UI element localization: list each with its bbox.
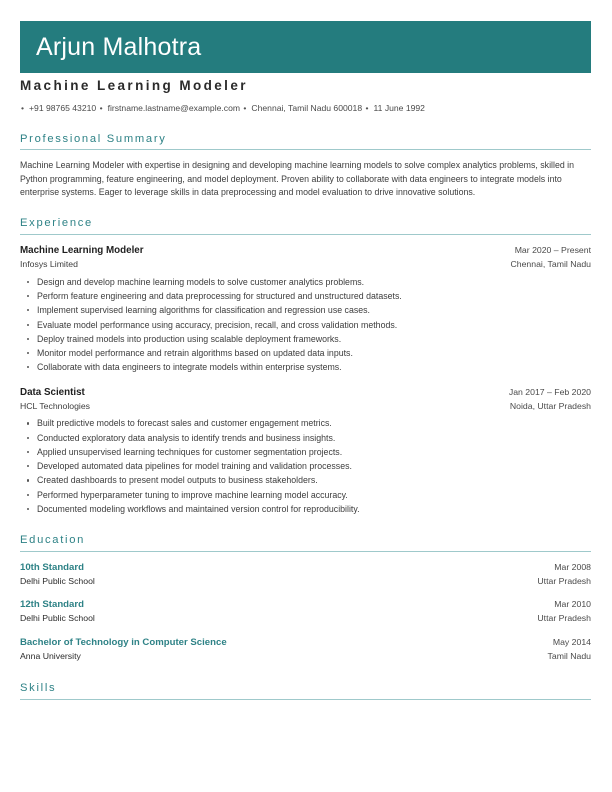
contact-email: firstname.lastname@example.com — [107, 103, 241, 114]
education-location: Tamil Nadu — [547, 650, 591, 661]
experience-entry — [20, 386, 591, 517]
education-entry-header — [20, 561, 591, 575]
contact-phone: +91 98765 43210 — [29, 103, 97, 114]
section-heading-skills: Skills — [20, 682, 57, 695]
education-location: Uttar Pradesh — [537, 575, 591, 586]
list-item: Applied unsupervised learning techniques for customer segmentation projects. — [20, 445, 591, 459]
bullet-separator-icon: • — [365, 103, 369, 114]
experience-bullet-list — [20, 275, 591, 375]
education-entry — [20, 561, 591, 588]
experience-role: Data Scientist — [20, 386, 85, 398]
section-skills — [20, 681, 591, 700]
experience-entry-header — [20, 386, 591, 400]
section-heading-experience: Experience — [20, 217, 93, 230]
candidate-job-title: Machine Learning Modeler — [20, 78, 248, 93]
bullet-separator-icon: • — [21, 103, 25, 114]
experience-entry-subheader — [20, 258, 591, 271]
list-item: Implement supervised learning algorithms for classification and regression use cases. — [20, 303, 591, 317]
education-entry-subheader — [20, 650, 591, 663]
list-item: Evaluate model performance using accuracy, precision, recall, and cross validation methods. — [20, 318, 591, 332]
list-item: Collaborate with data engineers to integrate models within enterprise systems. — [20, 360, 591, 374]
section-divider — [20, 699, 591, 700]
section-heading-education: Education — [20, 534, 86, 547]
bullet-separator-icon: • — [243, 103, 247, 114]
experience-role: Machine Learning Modeler — [20, 244, 144, 256]
section-experience — [20, 216, 591, 516]
experience-location: Noida, Uttar Pradesh — [509, 400, 591, 411]
section-education — [20, 533, 591, 662]
contact-line — [20, 103, 591, 115]
section-professional-summary — [20, 132, 591, 200]
education-entry-header — [20, 636, 591, 650]
experience-location: Chennai, Tamil Nadu — [510, 259, 591, 270]
experience-entry — [20, 244, 591, 375]
education-degree: 10th Standard — [20, 561, 84, 573]
bullet-separator-icon: • — [99, 103, 103, 114]
summary-text: Machine Learning Modeler with expertise in designing and developing machine learning models to solve complex analytics problems, skilled in Python programming, feature engineering, and model deployment. Proven ability to collaborate with data engineers to integrate models into enterprise systems. Eager to leverage skills in data preprocessing and model evaluation to drive innovative solutions. — [20, 160, 575, 198]
contact-dob: 11 June 1992 — [373, 103, 425, 114]
list-item: Documented modeling workflows and maintained version control for reproducibility. — [20, 502, 591, 516]
education-entry-subheader — [20, 575, 591, 588]
candidate-name: Arjun Malhotra — [36, 32, 202, 61]
education-school: Delhi Public School — [20, 613, 95, 624]
education-date: May 2014 — [552, 636, 591, 647]
list-item: Created dashboards to present model outputs to business stakeholders. — [20, 473, 591, 487]
list-item: Perform feature engineering and data preprocessing for structured and unstructured datasets. — [20, 289, 591, 303]
list-item: Monitor model performance and retrain algorithms based on updated data inputs. — [20, 346, 591, 360]
list-item: Built predictive models to forecast sales and customer engagement metrics. — [20, 416, 591, 430]
experience-entry-header — [20, 244, 591, 258]
section-divider — [20, 551, 591, 552]
list-item: Design and develop machine learning models to solve customer analytics problems. — [20, 275, 591, 289]
list-item: Developed automated data pipelines for model training and validation processes. — [20, 459, 591, 473]
education-date: Mar 2008 — [554, 561, 591, 572]
education-entry-subheader — [20, 612, 591, 625]
list-item: Performed hyperparameter tuning to improve machine learning model accuracy. — [20, 488, 591, 502]
section-divider — [20, 234, 591, 235]
list-item: Deploy trained models into production using scalable deployment frameworks. — [20, 332, 591, 346]
list-item: Conducted exploratory data analysis to identify trends and business insights. — [20, 431, 591, 445]
education-entry — [20, 598, 591, 625]
education-school: Delhi Public School — [20, 575, 95, 586]
experience-date: Jan 2017 – Feb 2020 — [508, 386, 591, 397]
education-degree: 12th Standard — [20, 599, 84, 611]
contact-location: Chennai, Tamil Nadu 600018 — [251, 103, 363, 114]
education-school: Anna University — [20, 650, 81, 661]
education-entry-header — [20, 598, 591, 612]
education-date: Mar 2010 — [554, 599, 591, 610]
header-banner — [20, 21, 591, 73]
experience-bullet-list — [20, 416, 591, 516]
education-location: Uttar Pradesh — [537, 613, 591, 624]
section-divider — [20, 149, 591, 150]
experience-date: Mar 2020 – Present — [514, 244, 591, 255]
experience-organization: HCL Technologies — [20, 400, 91, 411]
experience-entry-subheader — [20, 400, 591, 413]
education-entry — [20, 636, 591, 663]
section-heading-summary: Professional Summary — [20, 132, 167, 145]
resume-body — [20, 78, 591, 709]
experience-organization: Infosys Limited — [20, 259, 78, 270]
education-degree: Bachelor of Technology in Computer Science — [20, 636, 227, 648]
